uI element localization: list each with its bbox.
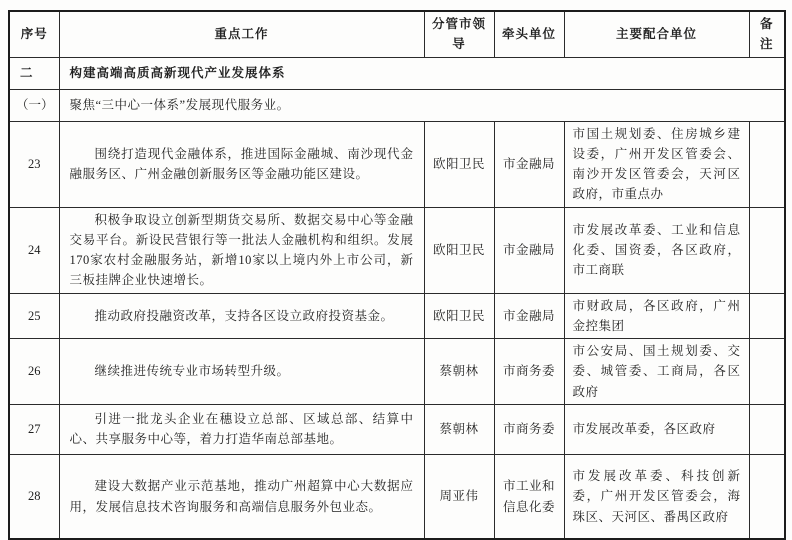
header-remark: 备注 bbox=[749, 11, 785, 57]
coop-units: 市发展改革委、科技创新委，广州开发区管委会，海珠区、天河区、番禺区政府 bbox=[564, 454, 749, 539]
row-number: 25 bbox=[9, 293, 59, 339]
leader-name: 蔡朝林 bbox=[424, 404, 494, 454]
header-coop-unit: 主要配合单位 bbox=[564, 11, 749, 57]
work-text: 建设大数据产业示范基地，推动广州超算中心大数据应用，发展信息技术咨询服务和高端信息服务外包业态。 bbox=[59, 454, 424, 539]
row-number: 28 bbox=[9, 454, 59, 539]
table-row bbox=[9, 454, 785, 539]
row-number: 27 bbox=[9, 404, 59, 454]
subsection-number: （一） bbox=[9, 89, 59, 121]
coop-units: 市发展改革委，各区政府 bbox=[564, 404, 749, 454]
lead-unit: 市商务委 bbox=[494, 339, 564, 405]
work-text: 围绕打造现代金融体系，推进国际金融城、南沙现代金融服务区、广州金融创新服务区等金融功能区建设。 bbox=[59, 121, 424, 207]
header-row bbox=[9, 11, 785, 57]
row-number: 24 bbox=[9, 207, 59, 293]
work-text: 引进一批龙头企业在穗设立总部、区域总部、结算中心、共享服务中心等，着力打造华南总部基地。 bbox=[59, 404, 424, 454]
coop-units: 市财政局，各区政府，广州金控集团 bbox=[564, 293, 749, 339]
header-lead-unit: 牵头单位 bbox=[494, 11, 564, 57]
lead-unit: 市商务委 bbox=[494, 404, 564, 454]
leader-name: 欧阳卫民 bbox=[424, 207, 494, 293]
coop-units: 市国土规划委、住房城乡建设委，广州开发区管委会、南沙开发区管委会，天河区政府，市重点办 bbox=[564, 121, 749, 207]
table-row bbox=[9, 404, 785, 454]
subsection-row bbox=[9, 89, 785, 121]
work-text: 继续推进传统专业市场转型升级。 bbox=[59, 339, 424, 405]
section-number: 二 bbox=[9, 57, 59, 89]
remark-cell bbox=[749, 339, 785, 405]
remark-cell bbox=[749, 404, 785, 454]
row-number: 26 bbox=[9, 339, 59, 405]
header-leader: 分管市领导 bbox=[424, 11, 494, 57]
table-row bbox=[9, 207, 785, 293]
subsection-title: 聚焦“三中心一体系”发展现代服务业。 bbox=[59, 89, 785, 121]
lead-unit: 市工业和信息化委 bbox=[494, 454, 564, 539]
lead-unit: 市金融局 bbox=[494, 121, 564, 207]
lead-unit: 市金融局 bbox=[494, 207, 564, 293]
coop-units: 市公安局、国土规划委、交委、城管委、工商局，各区政府 bbox=[564, 339, 749, 405]
table-row bbox=[9, 339, 785, 405]
header-work: 重点工作 bbox=[59, 11, 424, 57]
work-text: 推动政府投融资改革，支持各区设立政府投资基金。 bbox=[59, 293, 424, 339]
remark-cell bbox=[749, 293, 785, 339]
leader-name: 欧阳卫民 bbox=[424, 121, 494, 207]
row-number: 23 bbox=[9, 121, 59, 207]
section-row bbox=[9, 57, 785, 89]
remark-cell bbox=[749, 207, 785, 293]
leader-name: 周亚伟 bbox=[424, 454, 494, 539]
leader-name: 欧阳卫民 bbox=[424, 293, 494, 339]
remark-cell bbox=[749, 454, 785, 539]
header-seq: 序号 bbox=[9, 11, 59, 57]
lead-unit: 市金融局 bbox=[494, 293, 564, 339]
table-row bbox=[9, 293, 785, 339]
key-work-table bbox=[8, 10, 786, 540]
coop-units: 市发展改革委、工业和信息化委、国资委，各区政府，市工商联 bbox=[564, 207, 749, 293]
leader-name: 蔡朝林 bbox=[424, 339, 494, 405]
work-text: 积极争取设立创新型期货交易所、数据交易中心等金融交易平台。新设民营银行等一批法人金融机构和组织。发展170家农村金融服务站，新增10家以上境内外上市公司，新三板挂牌企业快速增长。 bbox=[59, 207, 424, 293]
section-title: 构建高端高质高新现代产业发展体系 bbox=[59, 57, 785, 89]
remark-cell bbox=[749, 121, 785, 207]
table-row bbox=[9, 121, 785, 207]
